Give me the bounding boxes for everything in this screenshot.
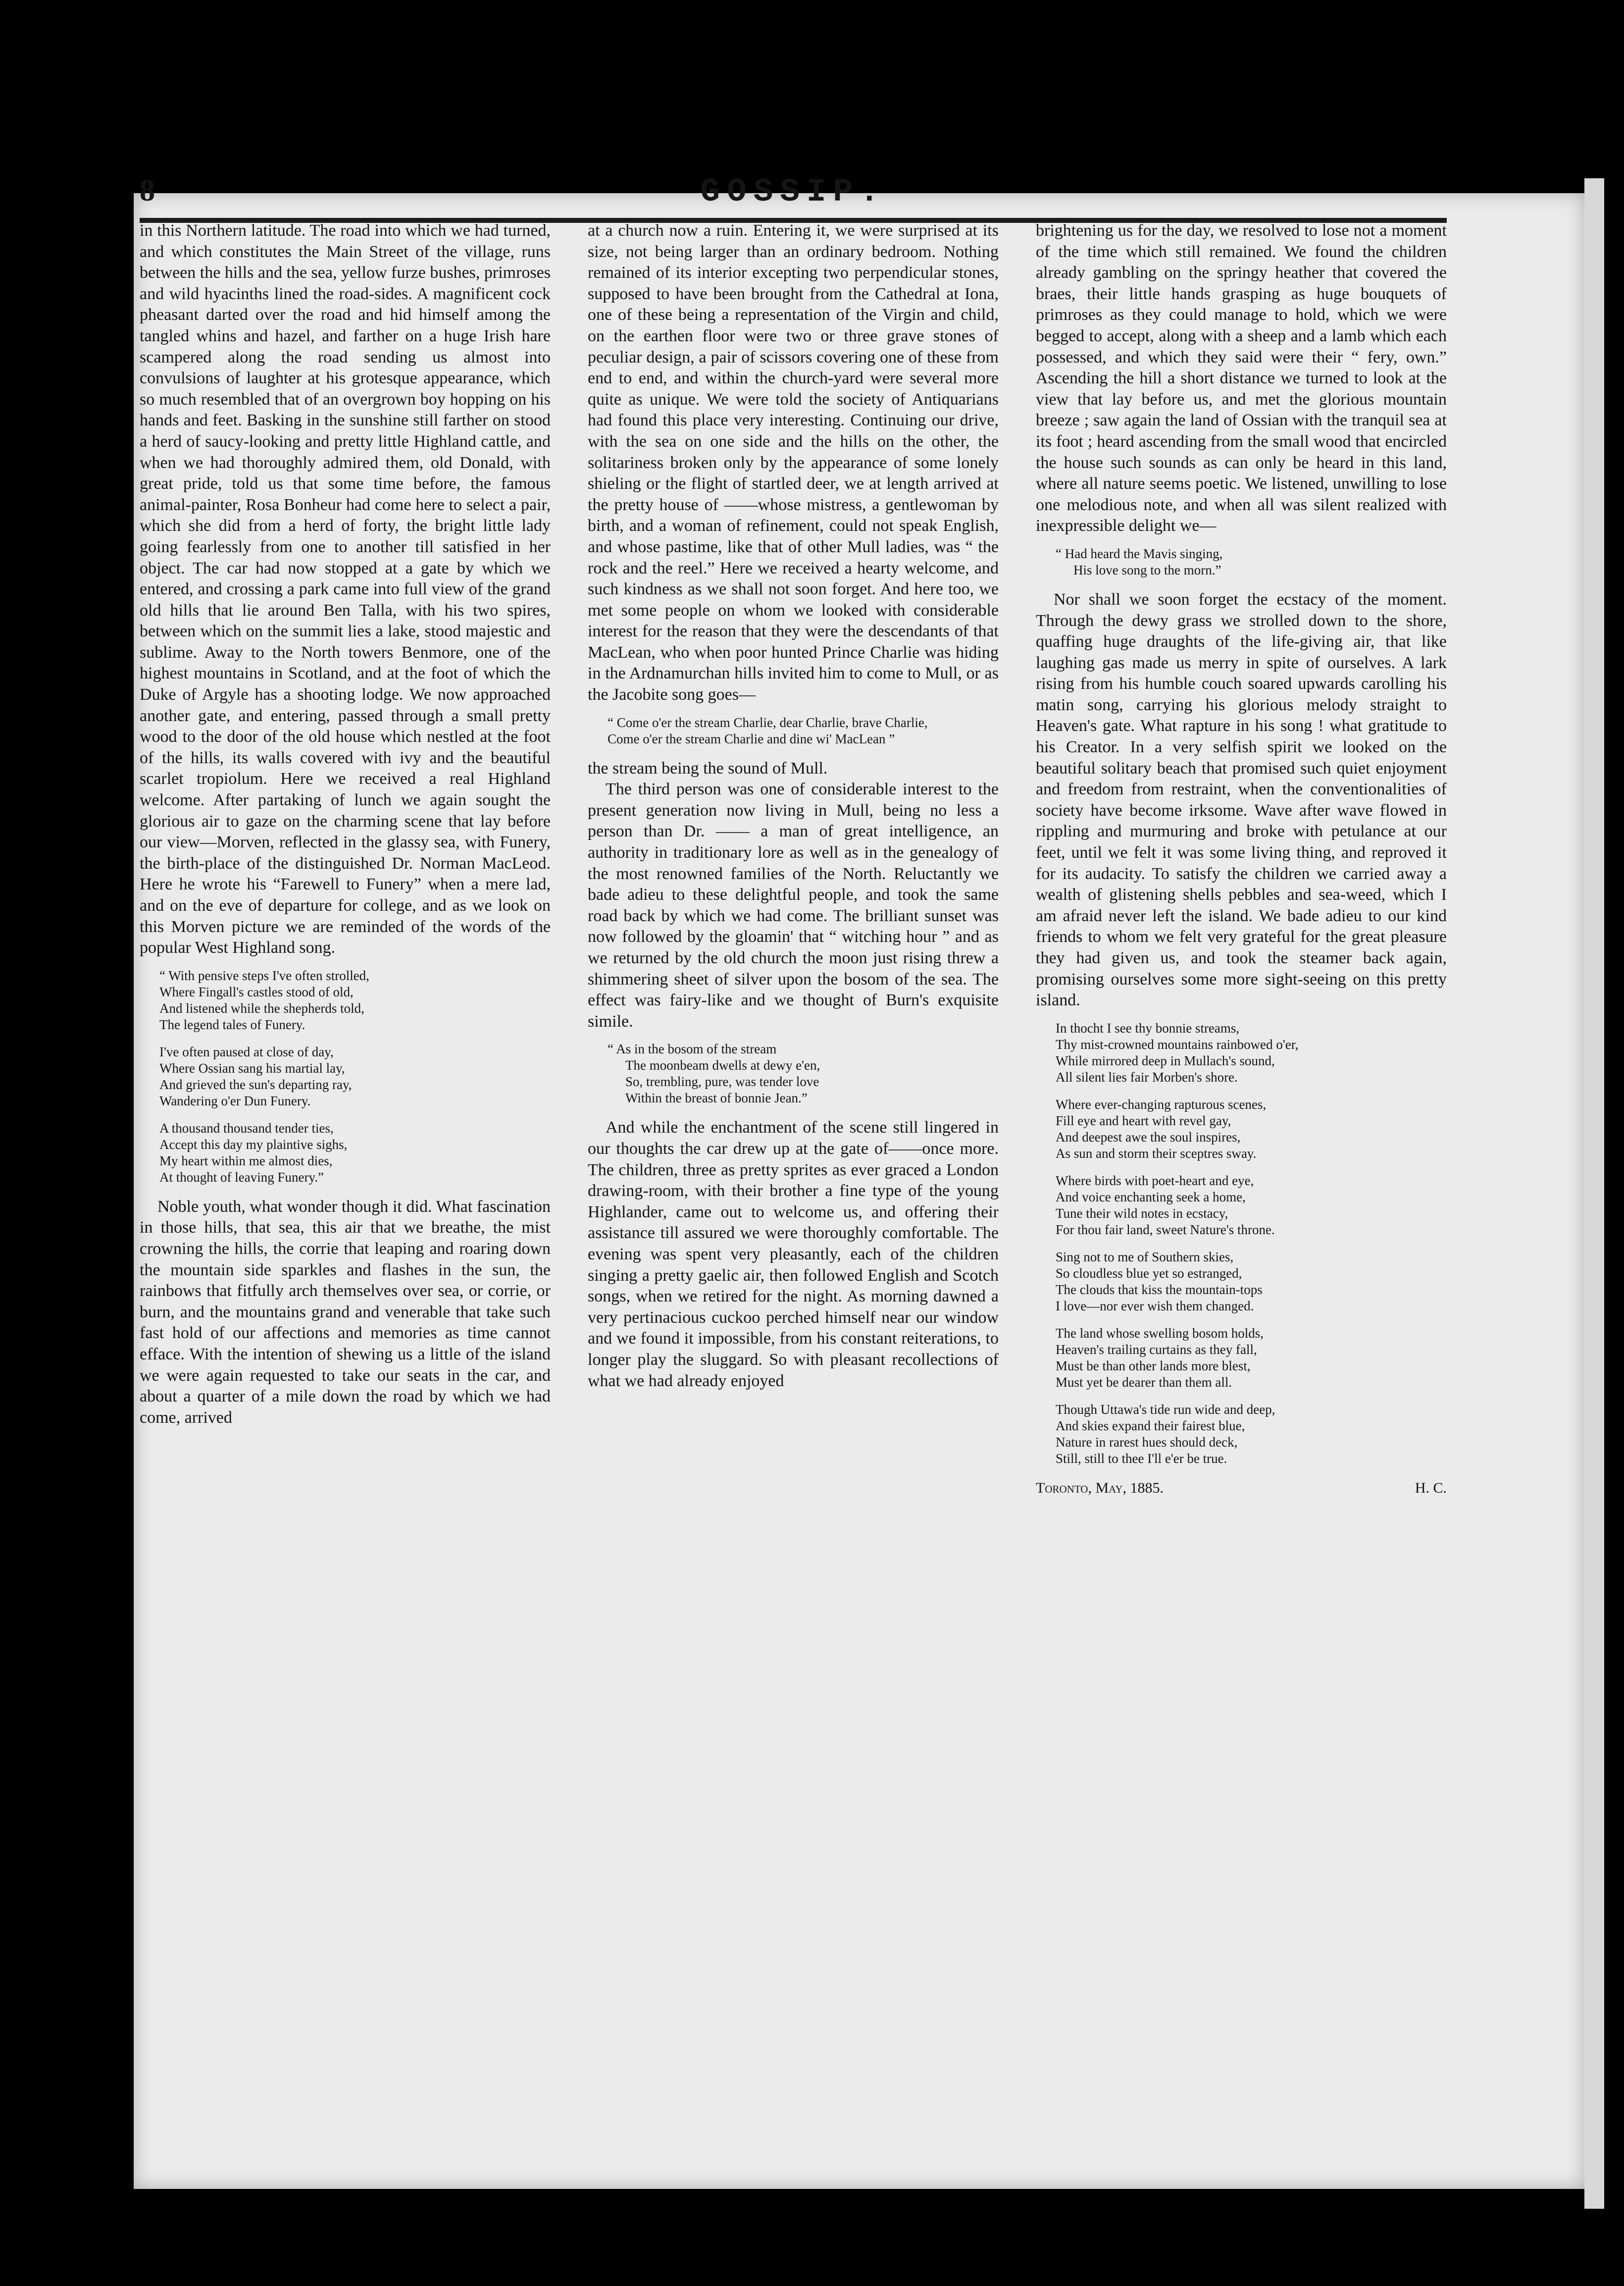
poem-line: Must be than other lands more blest, (1056, 1358, 1251, 1373)
poem-line: The land whose swelling bosom holds, (1056, 1325, 1264, 1341)
column-2 (588, 220, 999, 1983)
poem-line: Where Fingall's castles stood of old, (159, 984, 354, 999)
burns-simile-poem (608, 1041, 999, 1106)
stanza (1056, 1249, 1447, 1314)
stanza (1056, 1096, 1447, 1162)
stanza (1056, 546, 1447, 578)
paragraph: Noble youth, what wonder though it did. What fascination in those hills, that sea, this air that we breathe, the mist crowning the hills, the corrie that leaping and roaring down the mountain side sparkles and flashes in the sun, the rainbows that fitfully arch themselves over sea, or corrie, or burn, and the mountains grand and venerable that take such fast hold of our affections and memories as time cannot efface. With the intention of shewing us a little of the island we were again requested to take our seats in the car, and about a quarter of a mile down the road by which we had come, arrived (140, 1197, 551, 1427)
paragraph: And while the enchantment of the scene still lingered in our thoughts the car drew up at the gate of——once more. The children, three as pretty sprites as ever graced a London drawing-room, with their brother a fine type of the young Highlander, came out to welcome us, and offering their assistance till assured we were thoroughly comfortable. The evening was spent very pleasantly, each of the children singing a pretty gaelic air, then followed English and Scotch songs, when we retired for the night. As morning dawned a very pertinacious cuckoo perched himself near our window and we found it impossible, from his constant reiterations, to longer play the sluggard. So with pleasant recollections of what we had already enjoyed (588, 1118, 999, 1390)
stanza (1056, 1325, 1447, 1391)
poem-line: At thought of leaving Funery.” (159, 1169, 324, 1185)
poem-farewell-to-funery (159, 968, 551, 1186)
poem-line: “ With pensive steps I've often strolled, (159, 968, 369, 983)
poem-line: The legend tales of Funery. (159, 1017, 305, 1032)
stanza (1056, 1402, 1447, 1467)
paragraph: brightening us for the day, we resolved to lose not a moment of the time which still remained. We found the children already gambling on the springy heather that covered the braes, their little hands grasping as huge bouquets of primroses as they could manage to hold, which we were begged to accept, along with a sheep and a lamb which each possessed, and which they said were their “ fery, own.” Ascending the hill a short distance we turned to look at the view that lay before us, and met the glorious mountain breeze ; saw again the land of Ossian with the tranquil sea at its foot ; heard ascending from the small wood that encircled the house such sounds as can only be heard in this land, where all nature seems poetic. We listened, unwilling to lose one melodious note, and when all was silent realized with inexpressible delight we— (1036, 221, 1447, 535)
poem-line: Wandering o'er Dun Funery. (159, 1093, 311, 1108)
stanza (159, 1044, 551, 1109)
stanza (159, 968, 551, 1033)
place-date: Toronto, May, 1885. (1036, 1479, 1164, 1496)
poem-line: So, trembling, pure, was tender love (625, 1074, 819, 1090)
poem-line: Where ever-changing rapturous scenes, (1056, 1096, 1267, 1112)
column-3 (1036, 220, 1447, 1983)
poem-line: And grieved the sun's departing ray, (159, 1077, 352, 1092)
poem-line: As sun and storm their sceptres sway. (1056, 1145, 1257, 1161)
stanza (1056, 1020, 1447, 1086)
poem-line: And skies expand their fairest blue, (1056, 1418, 1245, 1433)
poem-line: While mirrored deep in Mullach's sound, (1056, 1053, 1275, 1068)
poem-line: And listened while the shepherds told, (159, 1000, 364, 1016)
stanza (1056, 1173, 1447, 1238)
poem-line: And voice enchanting seek a home, (1056, 1189, 1246, 1204)
poem-line: I've often paused at close of day, (159, 1044, 334, 1059)
poem-line: His love song to the morn.” (1073, 562, 1221, 577)
closing-poem (1056, 1020, 1447, 1467)
stanza (159, 1120, 551, 1186)
poem-line: Sing not to me of Southern skies, (1056, 1249, 1234, 1264)
poem-line: Thy mist-crowned mountains rainbowed o'er, (1056, 1037, 1299, 1052)
paragraph: in this Northern latitude. The road into which we had turned, and which constitutes the Main Street of the village, runs between the hills and the sea, yellow furze bushes, primroses and wild hyacinths lined the road-sides. A magnificent cock pheasant darted over the road and hid himself among the tangled whins and hazel, and farther on a huge Irish hare scampered along the road sending us almost into convulsions of laughter at his grotesque appearance, which so much resembled that of an overgrown boy hopping on his hands and feet. Basking in the sunshine still farther on stood a herd of saucy-looking and pretty little Highland cattle, and when we had thoroughly admired them, old Donald, with great pride, told us that some time before, the famous animal-painter, Rosa Bonheur had come here to select a pair, which she did from a herd of forty, the bright little lady going fearlessly from one to another till satisfied in her object. The car had now stopped at a gate by which we entered, and crossing a park came into full view of the grand old hills that lie around Ben Talla, with his two spires, between which on the summit lies a lake, stood majestic and sublime. Away to the North towers Benmore, one of the highest mountains in Scotland, and at the foot of which the Duke of Argyle has a shooting lodge. We now approached another gate, and entering, passed through a small pretty wood to the door of the old house which nestled at the foot of the hills, its walls covered with ivy and the beautiful scarlet tropiolum. Here we received a real Highland welcome. After partaking of lunch we again sought the glorious air to gaze on the charming scene that lay before our view—Morven, reflected in the glassy sea, with Funery, the birth-place of the distinguished Dr. Norman MacLeod. Here he wrote his “Farewell to Funery” when a mere lad, and on the eve of departure for college, and as we look on this Morven picture we are reminded of the words of the popular West Highland song. (140, 221, 551, 957)
poem-line: Still, still to thee I'll e'er be true. (1056, 1451, 1227, 1466)
author-initials: H. C. (1415, 1479, 1447, 1496)
poem-line: Fill eye and heart with revel gay, (1056, 1113, 1231, 1128)
poem-line: Within the breast of bonnie Jean.” (625, 1091, 808, 1106)
page-number: 8 (140, 174, 156, 208)
masthead-title: GOSSIP. (700, 173, 886, 210)
poem-line: In thocht I see thy bonnie streams, (1056, 1020, 1240, 1036)
poem-line: The moonbeam dwells at dewy e'en, (625, 1058, 820, 1073)
mavis-quote (1056, 546, 1447, 578)
poem-line: Must yet be dearer than them all. (1056, 1374, 1232, 1390)
stanza (608, 715, 999, 747)
poem-line: Tune their wild notes in ecstacy, (1056, 1205, 1228, 1221)
poem-line: So cloudless blue yet so estranged, (1056, 1265, 1242, 1281)
paragraph: at a church now a ruin. Entering it, we were surprised at its size, not being larger than an ordinary bedroom. Nothing remained of its interior excepting two perpendicular stones, supposed to have been brought from the Cathedral at Iona, one of these being a representation of the Virgin and child, on the earthen floor were two or three grave stones of peculiar design, a pair of scissors covering one of these from end to end, and within the church-yard were several more quite as unique. We were told the society of Antiquarians had found this place very interesting. Continuing our drive, with the sea on one side and the hills on the other, the solitariness broken only by the appearance of some lonely shieling or the flight of startled deer, we at length arrived at the pretty house of ——whose mistress, a gentlewoman by birth, and a woman of refinement, could not speak English, and whose pastime, like that of other Mull ladies, was “ the rock and the reel.” Here we received a hearty welcome, and such kindness as we shall not soon forget. And here too, we met some people on whom we looked with considerable interest for the reason that they were the descendants of that MacLean, who when poor hunted Prince Charlie was hiding in the Ardnamurchan hills invited him to come to Mull, or as the Jacobite song goes— (588, 221, 999, 704)
poem-line: Accept this day my plaintive sighs, (159, 1137, 348, 1152)
poem-line: Come o'er the stream Charlie and dine wi' MacLean ” (608, 731, 895, 746)
poem-line: My heart within me almost dies, (159, 1153, 333, 1168)
poem-line: Where birds with poet-heart and eye, (1056, 1173, 1254, 1188)
poem-line: For thou fair land, sweet Nature's throne. (1056, 1222, 1275, 1237)
column-1 (140, 220, 551, 1983)
poem-line: I love—nor ever wish them changed. (1056, 1298, 1254, 1313)
poem-line: Nature in rarest hues should deck, (1056, 1434, 1238, 1450)
paragraph: Nor shall we soon forget the ecstacy of the moment. Through the dewy grass we strolled down to the shore, quaffing huge draughts of the life-giving air, that like laughing gas made us merry in spite of ourselves. A lark rising from his humble couch soared upwards carolling his matin song, carrying his glorious melody straight to Heaven's gate. What rapture in his song ! what gratitude to his Creator. In a very selfish spirit we looked on the beautiful solitary beach that promised such quiet enjoyment and freedom from restraint, when the conventionalities of society have become irksome. Wave after wave flowed in rippling and murmuring and broke with petulance at our feet, until we felt it was some living thing, and reproved it for its audacity. To satisfy the children we carried away a wealth of glistening shells pebbles and sea-weed, which I am afraid never left the island. We bade adieu to our kind friends to whom we felt very grateful for the great pleasure they had given us, and took the steamer back again, promising ourselves some more sight-seeing on this pretty island. (1036, 590, 1447, 1010)
poem-line: Where Ossian sang his martial lay, (159, 1060, 345, 1076)
poem-line: “ Come o'er the stream Charlie, dear Charlie, brave Charlie, (608, 715, 928, 730)
paragraph: The third person was one of considerable interest to the present generation now living in Mull, being no less a person than Dr. —— a man of great intelligence, an authority in traditionary lore as well as in the genealogy of the most renowned families of the North. Reluctantly we bade adieu to these delightful people, and took the same road back by which we had come. The brilliant sunset was now followed by the gloamin' that “ witching hour ” and as we returned by the old church the moon just rising threw a shimmering sheet of silver upon the bosom of the sea. The effect was fairy-like and we thought of Burn's exquisite simile. (588, 780, 999, 1031)
poem-line: Though Uttawa's tide run wide and deep, (1056, 1402, 1275, 1417)
stanza (608, 1041, 999, 1106)
page-edge (1584, 178, 1604, 2209)
poem-line: The clouds that kiss the mountain-tops (1056, 1282, 1263, 1297)
poem-line: Heaven's trailing curtains as they fall, (1056, 1342, 1257, 1357)
poem-line: All silent lies fair Morben's shore. (1056, 1069, 1238, 1085)
poem-line: A thousand thousand tender ties, (159, 1120, 334, 1136)
page-header (140, 163, 1447, 218)
signature-line (1036, 1478, 1447, 1499)
poem-line: And deepest awe the soul inspires, (1056, 1129, 1241, 1144)
jacobite-song-quote (608, 715, 999, 747)
poem-line: “ Had heard the Mavis singing, (1056, 546, 1223, 561)
paragraph: the stream being the sound of Mull. (588, 759, 828, 778)
poem-line: “ As in the bosom of the stream (608, 1041, 777, 1057)
